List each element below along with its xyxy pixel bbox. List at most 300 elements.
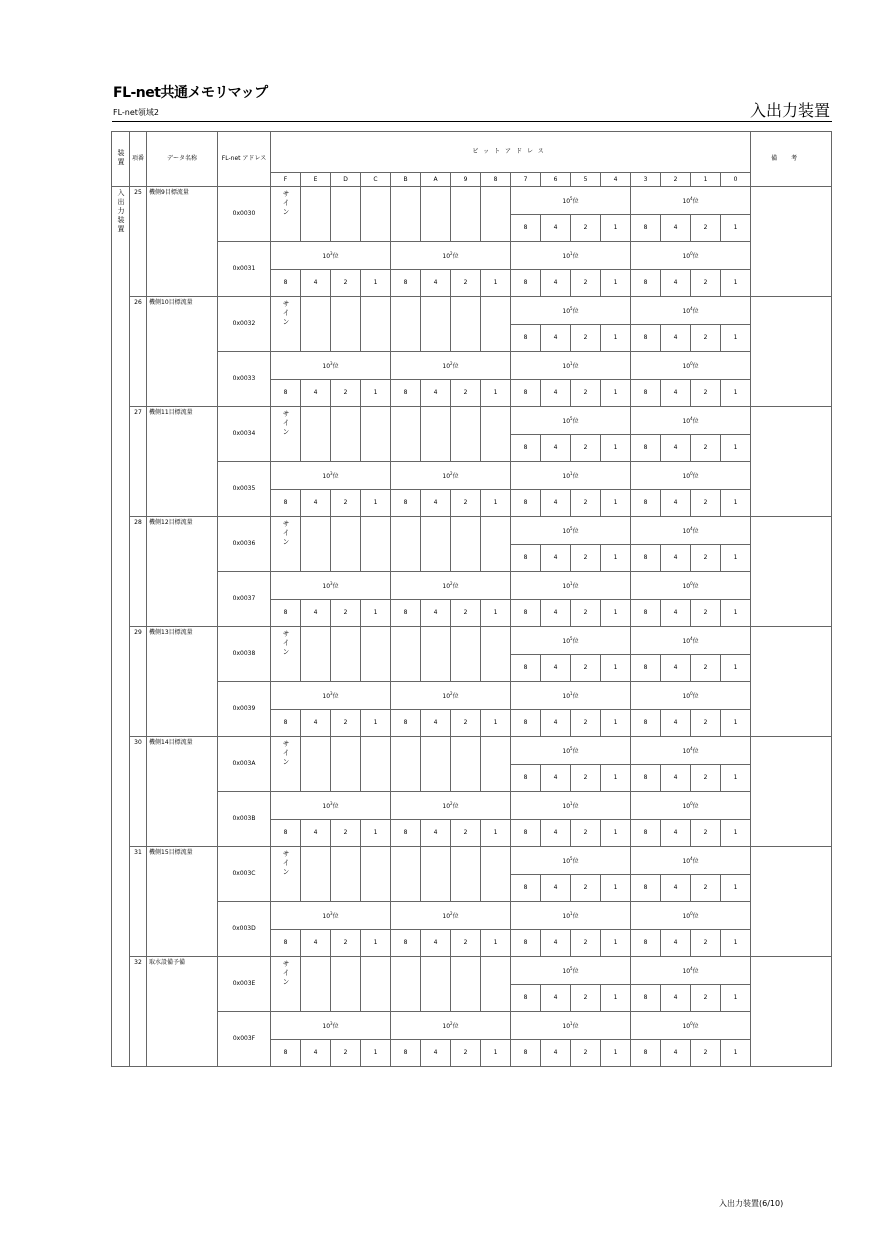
digit-base: 10	[682, 692, 691, 700]
weight-cell: 4	[661, 710, 691, 737]
digit-unit: 位	[452, 472, 459, 480]
weight-cell: 1	[601, 985, 631, 1012]
digit-base: 10	[682, 747, 691, 755]
weight-cell: 4	[541, 490, 571, 517]
col-header-address: FL-net アドレス	[218, 132, 271, 187]
empty-bit-cell	[331, 957, 361, 1012]
weight-cell: 1	[361, 930, 391, 957]
weight-cell: 4	[661, 655, 691, 682]
weight-cell: 8	[631, 985, 661, 1012]
weight-cell: 1	[601, 875, 631, 902]
item-number: 32	[130, 957, 147, 1067]
empty-bit-cell	[481, 517, 511, 572]
empty-bit-cell	[421, 517, 451, 572]
digit-base: 10	[682, 857, 691, 865]
digit-unit: 位	[452, 1022, 459, 1030]
weight-cell: 1	[361, 1040, 391, 1067]
address-cell: 0x0035	[218, 462, 271, 517]
empty-bit-cell	[451, 517, 481, 572]
digit-unit: 位	[572, 472, 579, 480]
digit-exponent: 1	[570, 690, 573, 696]
sign-cell	[271, 187, 301, 242]
digit-exponent: 5	[570, 305, 573, 311]
digit-place-cell	[511, 627, 631, 655]
digit-place-cell	[271, 902, 391, 930]
digit-base: 10	[682, 912, 691, 920]
digit-base: 10	[322, 802, 331, 810]
weight-cell: 1	[601, 710, 631, 737]
weight-cell: 2	[691, 325, 721, 352]
digit-place-cell	[511, 957, 631, 985]
weight-cell: 1	[721, 380, 751, 407]
digit-base: 10	[562, 747, 571, 755]
digit-unit: 位	[572, 857, 579, 865]
digit-base: 10	[682, 967, 691, 975]
weight-cell: 1	[721, 710, 751, 737]
item-number: 25	[130, 187, 147, 297]
data-name-cell: 機側14目標流量	[147, 737, 218, 847]
digit-place-cell	[631, 462, 751, 490]
empty-bit-cell	[331, 297, 361, 352]
digit-place-cell	[631, 297, 751, 325]
digit-base: 10	[562, 252, 571, 260]
weight-cell: 2	[571, 600, 601, 627]
empty-bit-cell	[361, 517, 391, 572]
digit-exponent: 0	[690, 690, 693, 696]
address-cell: 0x0032	[218, 297, 271, 352]
digit-base: 10	[682, 802, 691, 810]
digit-unit: 位	[572, 912, 579, 920]
digit-place-cell	[391, 682, 511, 710]
weight-cell: 4	[541, 930, 571, 957]
map-row	[112, 1012, 832, 1040]
digit-base: 10	[682, 362, 691, 370]
weight-cell: 8	[511, 655, 541, 682]
weight-cell: 8	[271, 820, 301, 847]
weight-cell: 4	[661, 325, 691, 352]
item-number: 31	[130, 847, 147, 957]
digit-base: 10	[682, 582, 691, 590]
weight-cell: 4	[421, 490, 451, 517]
weight-cell: 1	[601, 545, 631, 572]
weight-cell: 1	[721, 875, 751, 902]
digit-place-cell	[511, 242, 631, 270]
data-name-cell: 取水設備予備	[147, 957, 218, 1067]
empty-bit-cell	[391, 517, 421, 572]
weight-cell: 8	[511, 270, 541, 297]
col-header-bit-address: ビットアドレス	[271, 132, 751, 173]
weight-cell: 2	[571, 710, 601, 737]
digit-exponent: 5	[570, 745, 573, 751]
digit-unit: 位	[692, 912, 699, 920]
section-title: 入出力装置	[749, 101, 830, 120]
digit-unit: 位	[692, 857, 699, 865]
address-cell: 0x003B	[218, 792, 271, 847]
map-row	[112, 572, 832, 600]
digit-exponent: 2	[450, 360, 453, 366]
empty-bit-cell	[331, 737, 361, 792]
item-number: 29	[130, 627, 147, 737]
weight-cell: 8	[631, 545, 661, 572]
weight-cell: 8	[271, 1040, 301, 1067]
sign-cell	[271, 957, 301, 1012]
weight-cell: 1	[721, 490, 751, 517]
digit-unit: 位	[332, 802, 339, 810]
digit-unit: 位	[572, 1022, 579, 1030]
empty-bit-cell	[361, 627, 391, 682]
weight-cell: 4	[421, 380, 451, 407]
weight-cell: 2	[691, 985, 721, 1012]
weight-cell: 4	[541, 820, 571, 847]
digit-place-cell	[511, 737, 631, 765]
digit-unit: 位	[572, 197, 579, 205]
weight-cell: 2	[691, 1040, 721, 1067]
weight-cell: 4	[421, 600, 451, 627]
weight-cell: 1	[481, 820, 511, 847]
map-row	[112, 682, 832, 710]
weight-cell: 2	[571, 655, 601, 682]
digit-exponent: 0	[690, 800, 693, 806]
weight-cell: 4	[541, 710, 571, 737]
weight-cell: 8	[631, 215, 661, 242]
map-row	[112, 847, 832, 875]
weight-cell: 8	[391, 710, 421, 737]
data-name-cell: 機側10目標流量	[147, 297, 218, 407]
empty-bit-cell	[391, 847, 421, 902]
digit-exponent: 2	[450, 800, 453, 806]
digit-place-cell	[511, 352, 631, 380]
weight-cell: 4	[661, 435, 691, 462]
digit-unit: 位	[692, 967, 699, 975]
weight-cell: 8	[631, 490, 661, 517]
map-row	[112, 902, 832, 930]
digit-exponent: 1	[570, 910, 573, 916]
sign-cell	[271, 297, 301, 352]
digit-exponent: 3	[330, 800, 333, 806]
empty-bit-cell	[391, 297, 421, 352]
bit-header-cell: 9	[451, 173, 481, 187]
digit-unit: 位	[572, 417, 579, 425]
digit-place-cell	[271, 572, 391, 600]
digit-unit: 位	[692, 362, 699, 370]
empty-bit-cell	[301, 627, 331, 682]
address-cell: 0x003E	[218, 957, 271, 1012]
weight-cell: 2	[571, 930, 601, 957]
weight-cell: 1	[721, 820, 751, 847]
digit-unit: 位	[572, 637, 579, 645]
weight-cell: 4	[421, 710, 451, 737]
weight-cell: 4	[661, 380, 691, 407]
sign-label: サイン	[282, 520, 290, 547]
empty-bit-cell	[451, 627, 481, 682]
weight-cell: 4	[661, 875, 691, 902]
weight-cell: 1	[721, 600, 751, 627]
map-row	[112, 627, 832, 655]
item-number: 28	[130, 517, 147, 627]
digit-base: 10	[682, 197, 691, 205]
sign-label: サイン	[282, 410, 290, 437]
digit-unit: 位	[572, 362, 579, 370]
digit-place-cell	[391, 462, 511, 490]
weight-cell: 4	[661, 270, 691, 297]
weight-cell: 1	[601, 325, 631, 352]
weight-cell: 1	[721, 270, 751, 297]
digit-place-cell	[631, 682, 751, 710]
weight-cell: 1	[721, 985, 751, 1012]
weight-cell: 8	[391, 930, 421, 957]
col-header-name: データ名称	[147, 132, 218, 187]
weight-cell: 8	[511, 765, 541, 792]
weight-cell: 2	[571, 490, 601, 517]
weight-cell: 4	[301, 490, 331, 517]
empty-bit-cell	[361, 957, 391, 1012]
weight-cell: 4	[421, 930, 451, 957]
weight-cell: 2	[691, 215, 721, 242]
digit-base: 10	[442, 362, 451, 370]
empty-bit-cell	[421, 407, 451, 462]
digit-unit: 位	[332, 252, 339, 260]
digit-unit: 位	[692, 307, 699, 315]
digit-place-cell	[511, 682, 631, 710]
empty-bit-cell	[481, 297, 511, 352]
empty-bit-cell	[451, 407, 481, 462]
weight-cell: 4	[421, 270, 451, 297]
weight-cell: 8	[391, 1040, 421, 1067]
digit-place-cell	[511, 847, 631, 875]
digit-base: 10	[562, 197, 571, 205]
bit-header-cell: E	[301, 173, 331, 187]
sign-cell	[271, 407, 301, 462]
weight-cell: 1	[721, 545, 751, 572]
sign-cell	[271, 627, 301, 682]
digit-unit: 位	[692, 747, 699, 755]
weight-cell: 8	[631, 435, 661, 462]
weight-cell: 1	[721, 435, 751, 462]
weight-cell: 4	[661, 765, 691, 792]
weight-cell: 4	[541, 600, 571, 627]
digit-unit: 位	[332, 582, 339, 590]
weight-cell: 2	[691, 600, 721, 627]
weight-cell: 2	[691, 875, 721, 902]
weight-cell: 2	[451, 270, 481, 297]
col-header-remarks: 備考	[751, 132, 832, 187]
digit-place-cell	[271, 1012, 391, 1040]
bit-header-cell: 1	[691, 173, 721, 187]
weight-cell: 1	[601, 490, 631, 517]
digit-unit: 位	[692, 197, 699, 205]
map-row	[112, 352, 832, 380]
digit-base: 10	[442, 472, 451, 480]
weight-cell: 2	[691, 270, 721, 297]
weight-cell: 8	[511, 435, 541, 462]
digit-place-cell	[391, 902, 511, 930]
digit-exponent: 0	[690, 470, 693, 476]
sign-label: サイン	[282, 190, 290, 217]
digit-place-cell	[631, 572, 751, 600]
weight-cell: 8	[631, 1040, 661, 1067]
digit-unit: 位	[692, 802, 699, 810]
digit-place-cell	[391, 572, 511, 600]
weight-cell: 4	[661, 930, 691, 957]
digit-base: 10	[562, 967, 571, 975]
weight-cell: 2	[691, 490, 721, 517]
weight-cell: 4	[661, 600, 691, 627]
weight-cell: 8	[631, 930, 661, 957]
weight-cell: 1	[601, 270, 631, 297]
empty-bit-cell	[331, 847, 361, 902]
address-cell: 0x0037	[218, 572, 271, 627]
digit-unit: 位	[572, 252, 579, 260]
weight-cell: 2	[331, 1040, 361, 1067]
device-cell	[112, 187, 130, 1067]
digit-exponent: 2	[450, 470, 453, 476]
weight-cell: 2	[451, 710, 481, 737]
empty-bit-cell	[481, 187, 511, 242]
weight-cell: 2	[571, 765, 601, 792]
weight-cell: 8	[511, 875, 541, 902]
bit-header-cell: 4	[601, 173, 631, 187]
digit-place-cell	[511, 792, 631, 820]
data-name-cell: 機側11目標流量	[147, 407, 218, 517]
weight-cell: 4	[301, 930, 331, 957]
weight-cell: 8	[631, 875, 661, 902]
digit-base: 10	[562, 637, 571, 645]
digit-base: 10	[442, 1022, 451, 1030]
empty-bit-cell	[481, 737, 511, 792]
weight-cell: 1	[601, 930, 631, 957]
weight-cell: 1	[601, 435, 631, 462]
map-row	[112, 792, 832, 820]
weight-cell: 2	[571, 985, 601, 1012]
digit-exponent: 4	[690, 525, 693, 531]
empty-bit-cell	[481, 957, 511, 1012]
weight-cell: 2	[451, 820, 481, 847]
weight-cell: 4	[541, 765, 571, 792]
digit-base: 10	[562, 527, 571, 535]
digit-place-cell	[631, 1012, 751, 1040]
weight-cell: 8	[511, 490, 541, 517]
weight-cell: 8	[511, 1040, 541, 1067]
weight-cell: 1	[481, 270, 511, 297]
weight-cell: 4	[301, 820, 331, 847]
weight-cell: 4	[301, 270, 331, 297]
item-number: 30	[130, 737, 147, 847]
weight-cell: 8	[631, 600, 661, 627]
weight-cell: 1	[361, 490, 391, 517]
data-name-cell: 機側12目標流量	[147, 517, 218, 627]
digit-base: 10	[442, 692, 451, 700]
digit-base: 10	[442, 252, 451, 260]
digit-exponent: 2	[450, 1020, 453, 1026]
weight-cell: 2	[691, 435, 721, 462]
digit-base: 10	[322, 472, 331, 480]
weight-cell: 8	[631, 380, 661, 407]
weight-cell: 4	[661, 490, 691, 517]
empty-bit-cell	[421, 847, 451, 902]
weight-cell: 4	[301, 710, 331, 737]
weight-cell: 8	[511, 380, 541, 407]
digit-base: 10	[322, 912, 331, 920]
digit-place-cell	[271, 792, 391, 820]
digit-exponent: 3	[330, 580, 333, 586]
empty-bit-cell	[301, 297, 331, 352]
weight-cell: 1	[361, 710, 391, 737]
digit-base: 10	[562, 1022, 571, 1030]
weight-cell: 8	[631, 270, 661, 297]
sign-label: サイン	[282, 850, 290, 877]
weight-cell: 2	[691, 710, 721, 737]
empty-bit-cell	[361, 737, 391, 792]
weight-cell: 1	[601, 765, 631, 792]
empty-bit-cell	[301, 737, 331, 792]
empty-bit-cell	[391, 407, 421, 462]
weight-cell: 2	[451, 380, 481, 407]
digit-place-cell	[511, 902, 631, 930]
address-cell: 0x003F	[218, 1012, 271, 1067]
digit-exponent: 3	[330, 360, 333, 366]
bit-header-cell: B	[391, 173, 421, 187]
address-cell: 0x0039	[218, 682, 271, 737]
bit-header-cell: D	[331, 173, 361, 187]
empty-bit-cell	[301, 407, 331, 462]
map-row	[112, 462, 832, 490]
digit-unit: 位	[692, 472, 699, 480]
bit-header-cell: A	[421, 173, 451, 187]
empty-bit-cell	[391, 627, 421, 682]
header-rule	[112, 121, 832, 122]
remarks-cell	[751, 407, 832, 517]
col-header-device: 装置	[112, 132, 130, 187]
digit-exponent: 1	[570, 800, 573, 806]
weight-cell: 2	[571, 270, 601, 297]
map-row	[112, 297, 832, 325]
digit-exponent: 5	[570, 965, 573, 971]
digit-place-cell	[391, 792, 511, 820]
weight-cell: 8	[391, 600, 421, 627]
digit-place-cell	[271, 352, 391, 380]
weight-cell: 2	[451, 600, 481, 627]
digit-unit: 位	[332, 362, 339, 370]
document-subtitle: FL-net領域2	[113, 108, 160, 117]
digit-unit: 位	[572, 802, 579, 810]
digit-base: 10	[442, 802, 451, 810]
empty-bit-cell	[301, 187, 331, 242]
weight-cell: 2	[571, 875, 601, 902]
remarks-cell	[751, 517, 832, 627]
digit-base: 10	[562, 362, 571, 370]
weight-cell: 4	[541, 545, 571, 572]
empty-bit-cell	[481, 627, 511, 682]
digit-base: 10	[682, 417, 691, 425]
empty-bit-cell	[331, 627, 361, 682]
weight-cell: 8	[391, 820, 421, 847]
weight-cell: 1	[721, 930, 751, 957]
weight-cell: 4	[541, 325, 571, 352]
weight-cell: 4	[661, 985, 691, 1012]
address-cell: 0x003C	[218, 847, 271, 902]
address-cell: 0x003D	[218, 902, 271, 957]
digit-exponent: 0	[690, 910, 693, 916]
empty-bit-cell	[361, 297, 391, 352]
weight-cell: 4	[541, 875, 571, 902]
weight-cell: 1	[721, 325, 751, 352]
digit-place-cell	[631, 847, 751, 875]
digit-place-cell	[271, 682, 391, 710]
weight-cell: 2	[331, 380, 361, 407]
digit-unit: 位	[692, 637, 699, 645]
weight-cell: 8	[391, 270, 421, 297]
digit-place-cell	[631, 957, 751, 985]
